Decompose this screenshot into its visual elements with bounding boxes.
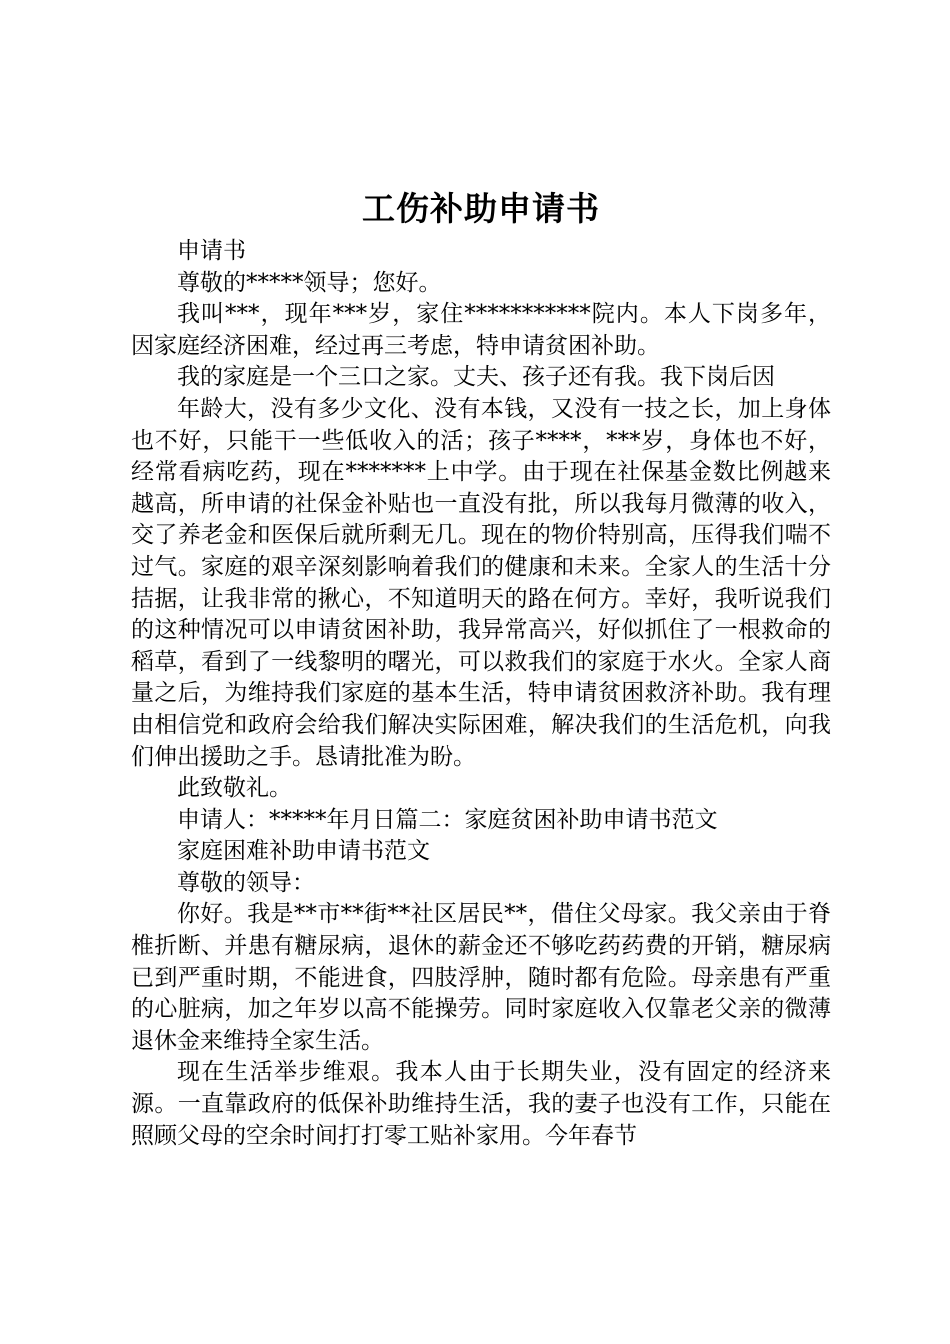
- paragraph-intro: 我叫***，现年***岁，家住***********院内。本人下岗多年，因家庭经济困难，经过再三考虑，特申请贫困补助。: [131, 301, 831, 359]
- paragraph-salutation: 尊敬的*****领导；您好。: [177, 269, 442, 296]
- paragraph-second-intro: 你好。我是**市**街**社区居民**，借住父母家。我父亲由于脊椎折断、并患有糖尿病，退休的薪金还不够吃药药费的开销，糖尿病已到严重时期，不能进食，四肢浮肿，随时都有危险。母亲患有严重的心脏病，加之年岁以高不能操劳。同时家庭收入仅靠老父亲的微薄退休金来维持全家生活。: [131, 901, 831, 1054]
- paragraph-second-salutation: 尊敬的领导：: [177, 869, 315, 896]
- paragraph-applicant: 申请人：*****年月日篇二：家庭贫困补助申请书范文: [177, 806, 718, 833]
- paragraph-hardship: 年龄大，没有多少文化、没有本钱，又没有一技之长，加上身体也不好，只能干一些低收入的活；孩子****，***岁，身体也不好，经常看病吃药，现在*******上中学。由于现在社保基金数比例越来越高，所申请的社保金补贴也一直没有批，所以我每月微薄的收入，交了养老金和医保后就所剩无几。现在的物价特别高，压得我们喘不过气。家庭的艰辛深刻影响着我们的健康和未来。全家人的生活十分拮据，让我非常的揪心，不知道明天的路在何方。幸好，我听说我们的这种情况可以申请贫困补助，我异常高兴，好似抓住了一根救命的稻草，看到了一线黎明的曙光，可以救我们的家庭于水火。全家人商量之后，为维持我们家庭的基本生活，特申请贫困救济补助。我有理由相信党和政府会给我们解决实际困难，解决我们的生活危机，向我们伸出援助之手。恳请批准为盼。: [131, 395, 831, 770]
- paragraph-heading: 申请书: [177, 238, 246, 264]
- paragraph-second-hardship: 现在生活举步维艰。我本人由于长期失业，没有固定的经济来源。一直靠政府的低保补助维持生活，我的妻子也没有工作，只能在照顾父母的空余时间打打零工贴补家用。今年春节: [131, 1059, 831, 1149]
- document-title: 工伤补助申请书: [362, 189, 600, 228]
- paragraph-family: 我的家庭是一个三口之家。丈夫、孩子还有我。我下岗后因: [177, 364, 775, 391]
- paragraph-second-title: 家庭困难补助申请书范文: [177, 838, 430, 865]
- paragraph-closing: 此致敬礼。: [177, 775, 292, 802]
- document-page: [131, 182, 831, 1152]
